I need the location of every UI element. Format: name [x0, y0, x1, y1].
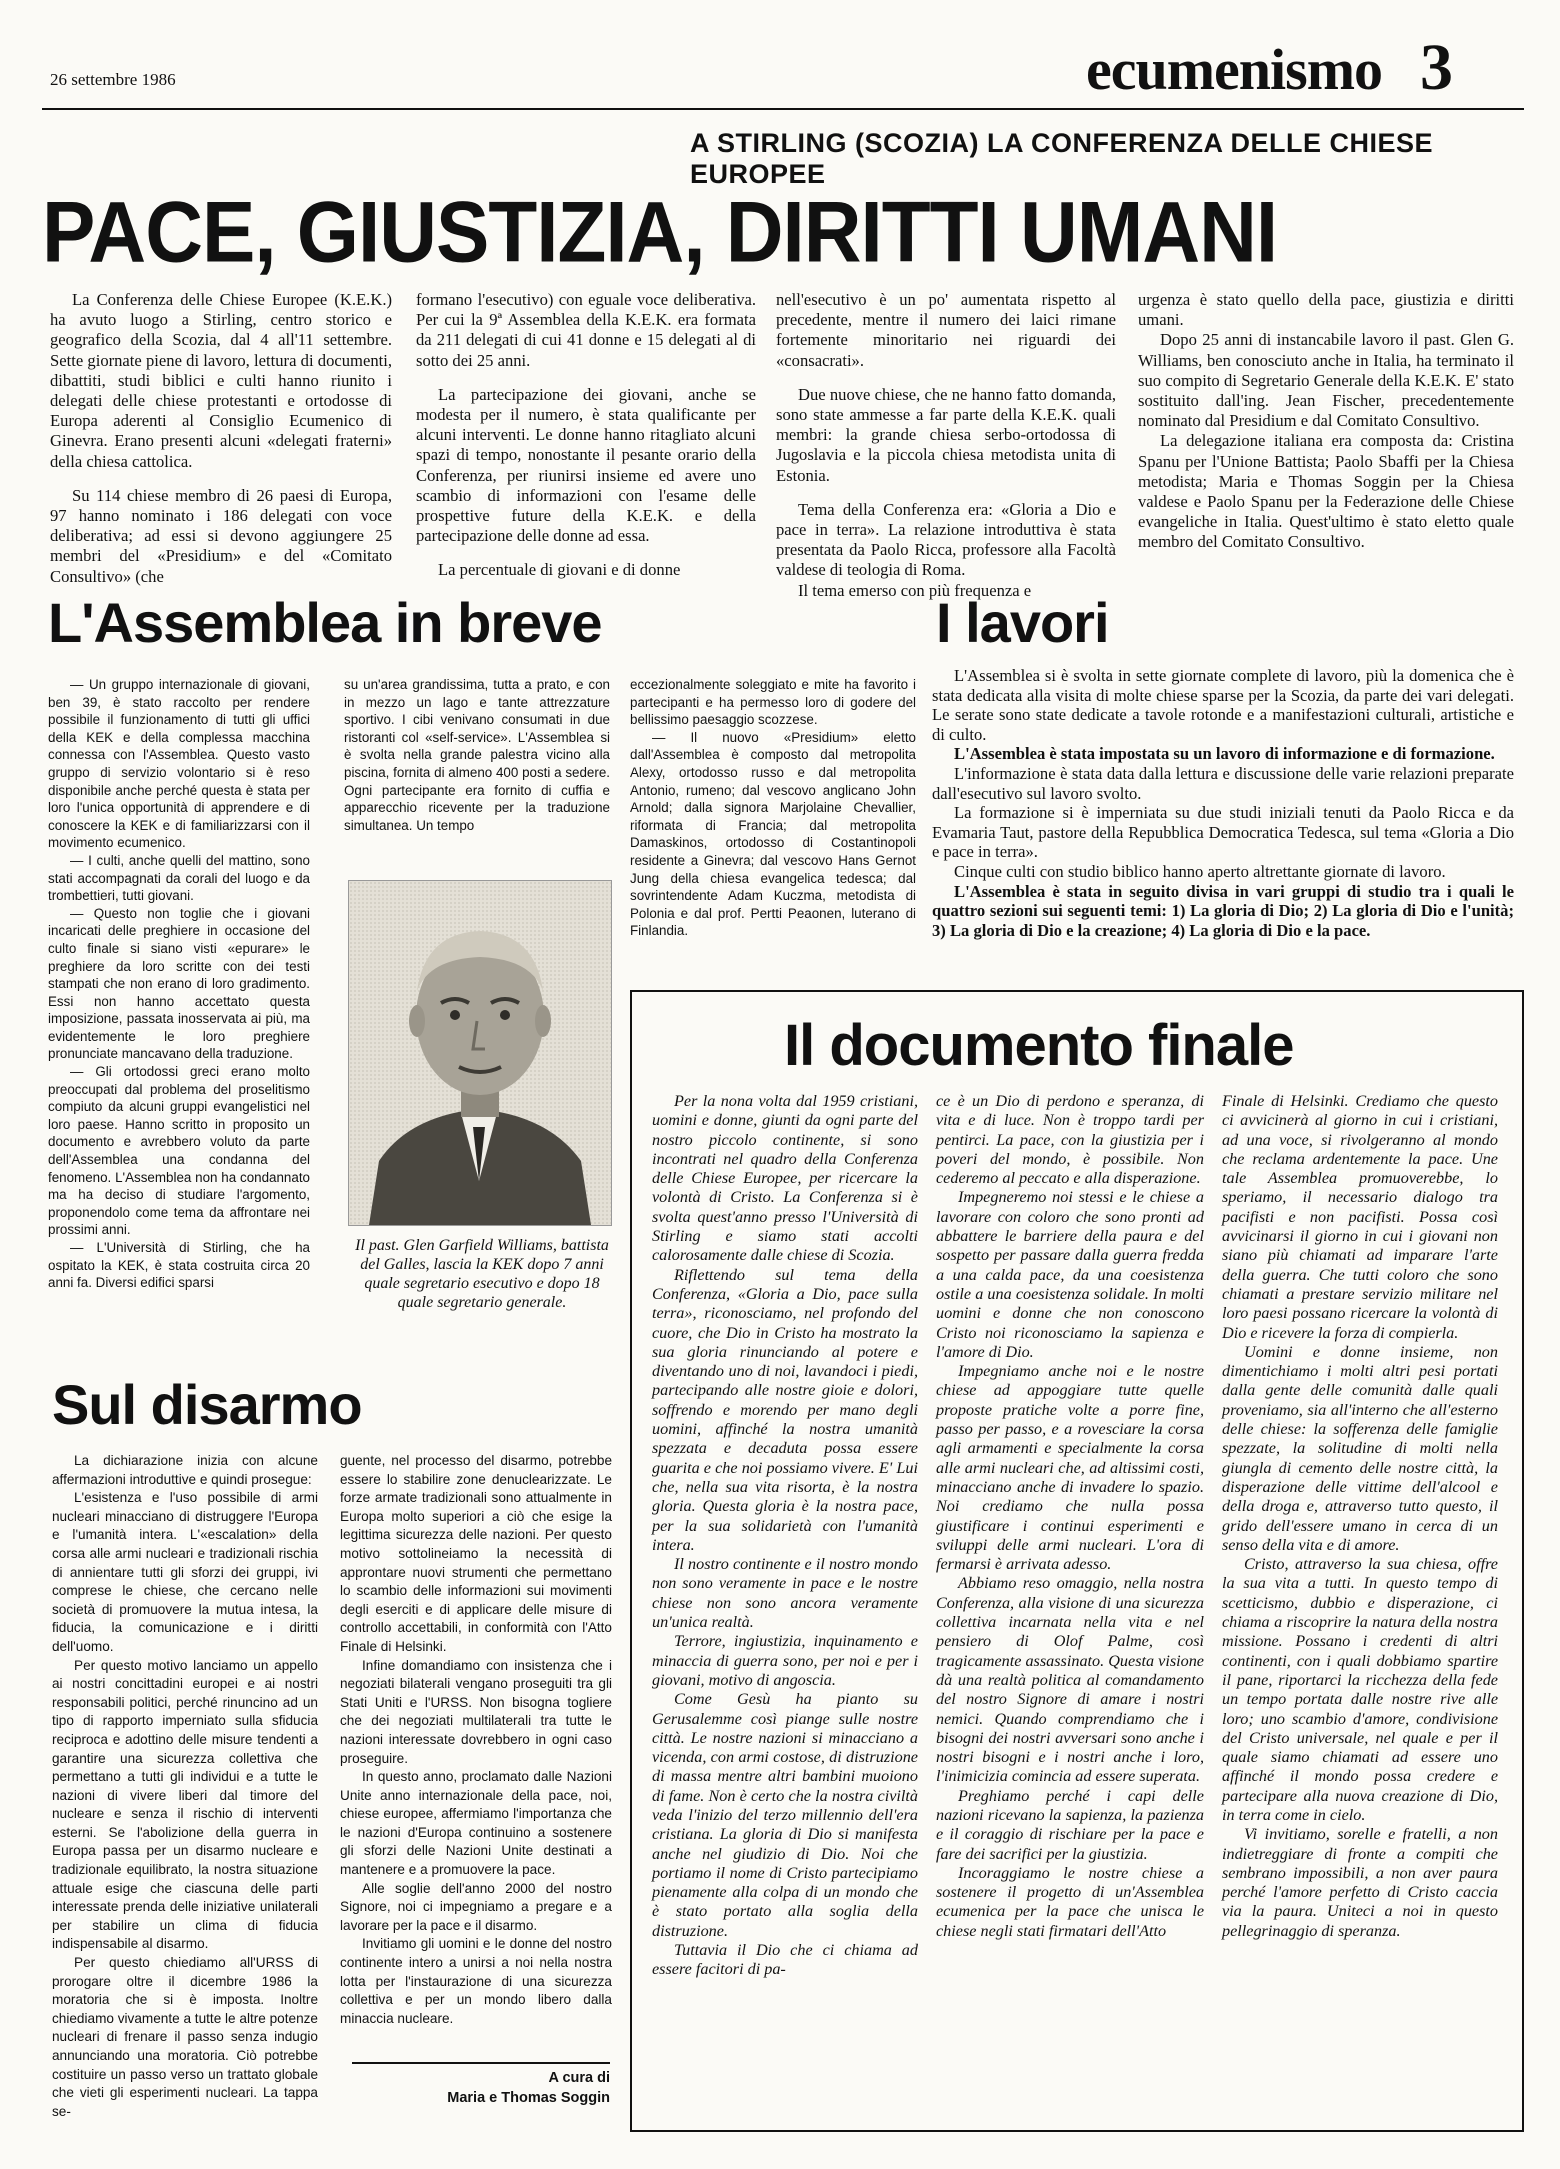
disarmo-title: Sul disarmo	[52, 1373, 362, 1436]
portrait-photo	[348, 880, 612, 1226]
paragraph: Per la nona volta dal 1959 cristiani, uomini e donne, giunti da ogni parte del nostro piccolo continente, si sono incontrati nel quadro della Conferenza delle Chiese Europee, per ricercare la volontà di Cristo. La Conferenza si è svolta quest'anno presso l'Università di Stirling e siamo stati accolti calorosamente dalle chiese di Scozia.	[652, 1092, 918, 1265]
paragraph: Su 114 chiese membro di 26 paesi di Europa, 97 hanno nominato i 186 delegati con voce deliberativa; ad essi si devono aggiungere 25 membri del «Presidium» e del «Comitato Consultivo» (che	[50, 485, 392, 586]
paragraph: eccezionalmente soleggiato e mite ha favorito i partecipanti e ha permesso loro di godere del bellissimo paesaggio scozzese.	[630, 677, 916, 728]
documento-col-2	[936, 1092, 1204, 1941]
paragraph: nell'esecutivo è un po' aumentata rispetto al precedente, mentre il numero dei laici rimane fortemente minoritario nei riguardi dei «consacrati».	[776, 290, 1116, 370]
paragraph: Il nostro continente e il nostro mondo non sono veramente in pace e le nostre chiese non sono ancora veramente un'unica realtà.	[652, 1555, 918, 1632]
paragraph: — Il nuovo «Presidium» eletto dall'Assemblea è composto dal metropolita Alexy, ortodosso russo e dal metropolita Antonio, rumeno; dal vescovo anglicano John Arnold; dalla signora Marjolaine Chevallier, riformata di Francia; dal metropolita Damaskinos, ortodosso di Costantinopoli residente a Ginevra; dal vescovo Hans Gernot Jung della chiesa evangelica tedesca; dal sovrintendente Adam Kuczma, metodista di Polonia e dal prof. Pertti Peaonen, luterano di Finlandia.	[630, 729, 916, 939]
paragraph: — Questo non toglie che i giovani incaricati delle preghiere in occasione del culto finale si siano visti «epurare» le preghiere da loro scritte con dei testi stampati che non erano di loro gradimento. Essi non hanno accettato questa imposizione, passata inosservata ai più, ma evidentemente le loro preghiere pronunciate mancavano della traduzione.	[48, 905, 310, 1062]
paragraph: Preghiamo perché i capi delle nazioni ricevano la sapienza, la pazienza e il coraggio di rischiare per la pace e fare dei sacrifici per la giustizia.	[936, 1786, 1204, 1863]
paragraph: La percentuale di giovani e di donne	[438, 560, 681, 580]
paragraph: Per questo motivo lanciamo un appello ai nostri concittadini europei e ai nostri responsabili politici, perché rinuncino ad un tipo di rapporto imperniato sulla sfiducia reciproca e adottino delle misure tendenti a garantire una sicurezza collettiva che permettano a tutti gli individui e a tutte le nazioni di vivere liberi dal timore del nucleare e senza il rischio di interventi esterni. Se l'abolizione della guerra in Europa passa per un disarmo nucleare e tradizionale equilibrato, la nostra situazione attuale esige che ciascuna delle parti interessate prenda delle iniziative unilaterali per stabilire un clima di fiducia indispensabile al disarmo.	[52, 1657, 318, 1952]
paragraph: Cristo, attraverso la sua chiesa, offre la sua vita a tutti. In questo tempo di scetticismo, dubbio e disperazione, ci chiama a riscoprire la natura della nostra missione. Possano i credenti di altri continenti, con i quali dobbiamo spartire il pane, riportarci la ricchezza della fede un tempo portata dalle nostre rive alle loro; uno scambio d'amore, condivisione del Cristo universale, nel quale e per il quale siamo chiamati ad essere uno affinché il mondo possa credere e partecipare alla nuova creazione di Dio, in terra come in cielo.	[1222, 1555, 1498, 1824]
paragraph: L'Assemblea si è svolta in sette giornate complete di lavoro, più la domenica che è stata dedicata alla visita di molte chiese sparse per la Scozia, da parte dei vari delegati. Le serate sono state dedicate a tavole rotonde e a manifestazioni culturali, artistiche e di culto.	[932, 666, 1514, 744]
assemblea-col-2	[344, 676, 610, 834]
paragraph: formano l'esecutivo) con eguale voce deliberativa. Per cui la 9ª Assemblea della K.E.K. era formata da 211 delegati di cui 41 donne e 15 delegati al di sotto dei 25 anni.	[416, 290, 756, 370]
paragraph: Impegneremo noi stessi e le chiese a lavorare con coloro che sono pronti ad abbattere le barriere della paura e del sospetto per passare dalla guerra fredda a una calda pace, da una coesistenza ostile a una coesistenza solidale. In molti uomini e donne che non conoscono Cristo noi riconosciamo la sapienza e l'amore di Dio.	[936, 1188, 1204, 1361]
paragraph: La formazione si è imperniata su due studi iniziali tenuti da Paolo Ricca e da Evamaria Taut, pastore della Repubblica Democratica Tedesca, sul tema «Gloria a Dio e pace in terra».	[932, 803, 1514, 862]
paragraph: La dichiarazione inizia con alcune affermazioni introduttive e quindi prosegue:	[52, 1453, 318, 1487]
assemblea-title: L'Assemblea in breve	[48, 591, 602, 654]
paragraph: In questo anno, proclamato dalle Nazioni Unite anno internazionale della pace, noi, chiese europee, affermiamo l'importanza che le nazioni d'Europa continuino a sostenere gli sforzi delle Nazioni Unite destinati a mantenere e a promuovere la pace.	[340, 1769, 612, 1878]
assemblea-col-1	[48, 676, 310, 1292]
credit-rule	[352, 2062, 610, 2064]
paragraph: Come Gesù ha pianto su Gerusalemme così piange sulle nostre città. Le nostre nazioni si minacciano a vicenda, con armi costose, di distruzione di massa mentre altri bambini muoiono di fame. Non è certo che la nostra civiltà veda l'inizio del terzo millennio dell'era cristiana. La gloria di Dio si manifesta anche nel giudizio di Dio. Noi che portiamo il nome di Cristo partecipiamo pienamente alla colpa di un mondo che è stato portato alla soglia della distruzione.	[652, 1690, 918, 1940]
paragraph: Impegniamo anche noi e le nostre chiese ad appoggiare tutte quelle proposte pratiche volte a porre fine, passo per passo, e a rovesciare la corsa agli armamenti e specialmente la corsa alle armi nucleari che, ad altissimi costi, minacciano anche di invadere lo spazio. Noi crediamo che nulla possa giustificare i continui esperimenti e sviluppi delle armi nucleari. L'ora di fermarsi è arrivata adesso.	[936, 1362, 1204, 1574]
intro-col-4	[1138, 290, 1514, 553]
documento-col-1	[652, 1092, 918, 1980]
paragraph: La Conferenza delle Chiese Europee (K.E.K.) ha avuto luogo a Stirling, centro storico e geografico della Scozia, dal 4 all'11 settembre. Sette giornate piene di lavoro, lettura di documenti, dibattiti, studi biblici e culti hanno riunito i delegati delle chiese protestanti e ortodosse di Europa aderenti al Consiglio Ecumenico di Ginevra. Erano presenti alcuni «delegati fraterni» della chiesa cattolica.	[50, 290, 392, 471]
paragraph: — L'Università di Stirling, che ha ospitato la KEK, è stata costruita circa 20 anni fa. Diversi edifici sparsi	[48, 1240, 310, 1291]
documento-col-3	[1222, 1092, 1498, 1941]
paragraph: Il tema emerso con più frequenza e	[798, 580, 1032, 600]
portrait-image	[349, 881, 611, 1225]
paragraph: Incoraggiamo le nostre chiese a sostenere il progetto di un'Assemblea ecumenica per la pace che unisca le chiese negli stati firmatari dell'Atto	[936, 1863, 1204, 1940]
paragraph: Infine domandiamo con insistenza che i negoziati bilaterali vengano proseguiti tra gli Stati Uniti e l'URSS. Non bisogna togliere che dei negoziati multilaterali tra tutte le nazioni interessate dovrebbero in ogni caso proseguire.	[340, 1657, 612, 1766]
photo-caption: Il past. Glen Garfield Williams, battista del Galles, lascia la KEK dopo 7 anni quale segretario esecutivo e dopo 18 quale segretario generale.	[355, 1237, 609, 1311]
lavori-body	[932, 666, 1514, 940]
intro-col-3	[776, 290, 1116, 601]
disarmo-col-1	[52, 1452, 318, 2121]
kicker: A STIRLING (SCOZIA) LA CONFERENZA DELLE CHIESE EUROPEE	[690, 128, 1433, 189]
paragraph: Dopo 25 anni di instancabile lavoro il past. Glen G. Williams, ben conosciuto anche in Italia, ha terminato il suo compito di Segretario Generale della K.E.K. E' stato sostituito dall'ing. Jean Fischer, precedentemente nominato dal Presidium e dal Comitato Consultivo.	[1138, 330, 1514, 431]
intro-col-1	[50, 290, 392, 587]
disarmo-col-2	[340, 1452, 612, 2028]
intro-col-2	[416, 290, 756, 581]
paragraph: Abbiamo reso omaggio, nella nostra Conferenza, alla visione di una sicurezza collettiva incarnata nella vita e nel pensiero di Olof Palme, così tragicamente assassinato. Questa visione dà una realtà politica al comandamento del nostro Signore di amare i nostri nemici. Quando comprendiamo che i bisogni dei nostri avversari sono anche i nostri bisogni e i nostri anche i loro, l'inimicizia comincia ad essere superata.	[936, 1574, 1204, 1786]
paragraph: Finale di Helsinki. Crediamo che questo ci avvicinerà al giorno in cui i cristiani, ad una voce, si rivolgeranno al mondo che reclama ardentemente la pace. Une tale Assemblea promuoverebbe, lo speriamo, il necessario dialogo tra pacifisti e non pacifisti. Possa così avvicinarsi il giorno in cui i giovani non siano più chiamati ad imparare l'arte della guerra. Che tutti coloro che sono chiamati a prestare servizio militare nel loro paesi possano ricercare la volontà di Dio e ricevere la forza di compierla.	[1222, 1092, 1498, 1342]
paragraph: Alle soglie dell'anno 2000 del nostro Signore, noi ci impegniamo a pregare e a lavorare per la pace e il disarmo.	[340, 1880, 612, 1933]
paragraph: Tema della Conferenza era: «Gloria a Dio e pace in terra». La relazione introduttiva è stata presentata da Paolo Ricca, professore alla Facoltà valdese di teologia di Roma.	[776, 499, 1116, 580]
assemblea-col-3	[630, 676, 916, 940]
paragraph: urgenza è stato quello della pace, giustizia e diritti umani.	[1138, 290, 1514, 330]
paragraph: La partecipazione dei giovani, anche se modesta per il numero, è stata qualificante per alcuni interventi. Le donne hanno ritagliato alcuni spazi di tempo, nonostante il pesante orario della Conferenza, per riunirsi insieme ed avere uno scambio di informazioni con l'esame delle prospettive future della K.E.K. e della partecipazione delle donne ad essa.	[416, 384, 756, 546]
issue-date: 26 settembre 1986	[50, 70, 176, 89]
paragraph: Uomini e donne insieme, non dimentichiamo i molti altri pesi portati dalla gente delle comunità dalle quali proveniamo, sia all'interno che all'esterno delle chiese: la sofferenza delle famiglie spezzate, la solitudine di molti nella giungla di cemento delle nostre città, la disperazione delle vittime dell'alcool e della droga e, attraverso tutto questo, il grido dell'essere umano in cerca di un senso della vita e di amore.	[1222, 1342, 1498, 1554]
credit-line: A cura di	[548, 2070, 610, 2086]
paragraph: L'Assemblea è stata impostata su un lavoro di informazione e di formazione.	[954, 744, 1495, 764]
paragraph: Terrore, ingiustizia, inquinamento e minaccia di guerra sono, per noi e per i giovani, motivo di angoscia.	[652, 1632, 918, 1689]
paragraph: ce è un Dio di perdono e speranza, di vita e di luce. Non è troppo tardi per pentirci. La pace, con la giustizia per i poveri del mondo, è possibile. Non cederemo al peccato e alla disperazione.	[936, 1092, 1204, 1188]
paragraph: La delegazione italiana era composta da: Cristina Spanu per l'Unione Battista; Paolo Sbaffi per la Chiesa metodista; Maria e Thomas Soggin per la Chiesa valdese e Paolo Spanu per la Federazione delle Chiese evangeliche in Italia. Quest'ultimo è stato eletto quale membro del Comitato Consultivo.	[1138, 431, 1514, 552]
header-rule	[42, 108, 1524, 110]
paragraph: Riflettendo sul tema della Conferenza, «Gloria a Dio, pace sulla terra», riconosciamo, nel profondo del cuore, che Dio in Cristo ha mostrato la sua gloria rinunciando al potere e diventando uno di noi, lavandoci i piedi, partecipando alle nostre gioie e dolori, soffrendo e morendo per mano degli uomini, affinché la nostra umanità spezzata e decaduta possa essere guarita e che noi possiamo vivere. E' Lui che, nella sua vita risorta, è la nostra gloria. Questa gloria è la nostra pace, per la sua solidarietà con l'umanità intera.	[652, 1265, 918, 1554]
paragraph: L'esistenza e l'uso possibile di armi nucleari minacciano di distruggere l'Europa e l'umanità intera. L'«escalation» della corsa alle armi nucleari e tradizionali rischia di annientare tutti gli sforzi dei gruppi, ivi comprese le chiese, che cercano nelle società di promuovere la mutua intesa, la fiducia, la comunicazione e i diritti dell'uomo.	[52, 1490, 318, 1654]
lavori-title: I lavori	[936, 591, 1109, 654]
page-number: 3	[1420, 31, 1453, 104]
paragraph: Invitiamo gli uomini e le donne del nostro continente intero a unirsi a noi nella nostra lotta per l'instaurazione di una sicurezza collettiva e per un mondo libero dalla minaccia nucleare.	[340, 1936, 612, 2026]
paragraph: Per questo chiediamo all'URSS di prorogare oltre il dicembre 1986 la moratoria che si è imposta. Inoltre chiediamo vivamente a tutte le altre potenze nucleari di frenare il passo senza indugio annunciando una moratoria. Ciò potrebbe costituire un passo verso un trattato globale che vieti gli esperimenti nucleari. La tappa se-	[52, 1955, 318, 2119]
paragraph: — Un gruppo internazionale di giovani, ben 39, è stato raccolto per rendere possibile il funzionamento di tutti gli uffici della KEK e della complessa macchina connessa con l'Assemblea. Questo vasto gruppo di servizio volontario si è reso disponibile anche perché questa è stata per loro l'unica opportunità di apprendere e di conoscere la KEK e di familiarizzarsi con il movimento ecumenico.	[48, 677, 310, 851]
paragraph: L'informazione è stata data dalla lettura e discussione delle varie relazioni preparate dall'esecutivo sul lavoro svolto.	[932, 763, 1514, 803]
section-title: ecumenismo	[1086, 37, 1383, 102]
paragraph: L'Assemblea è stata in seguito divisa in vari gruppi di studio tra i quali le quattro sezioni sui seguenti temi: 1) La gloria di Dio; 2) La gloria di Dio e l'unità; 3) La gloria di Dio e la creazione; 4) La gloria di Dio e la pace.	[932, 881, 1514, 940]
paragraph: Due nuove chiese, che ne hanno fatto domanda, sono state ammesse a far parte della K.E.K. quali membri: la grande chiesa serbo-ortodossa di Jugoslavia e la piccola chiesa metodista unita di Estonia.	[776, 384, 1116, 485]
paragraph: — I culti, anche quelli del mattino, sono stati accompagnati da corali del luogo e da trombettieri, tutti giovani.	[48, 852, 310, 904]
paragraph: Cinque culti con studio biblico hanno aperto altrettante giornate di lavoro.	[954, 861, 1446, 881]
paragraph: guente, nel processo del disarmo, potrebbe essere lo stabilire zone denuclearizzate. Le forze armate tradizionali sono attualmente in Europa molto superiori a ciò che esige la legittima sicurezza delle nazioni. Per questo motivo sottolineiamo la necessità di approntare nuovi strumenti che permettano lo scambio delle informazioni sui movimenti degli eserciti e di applicare delle misure di controllo accettabili, in conformità con l'Atto Finale di Helsinki.	[340, 1453, 612, 1654]
paragraph: Vi invitiamo, sorelle e fratelli, a non indietreggiare di fronte a compiti che sembrano impossibili, a non aver paura perché l'amore perfetto di Cristo caccia via la paura. Uniteci a noi in questo pellegrinaggio di speranza.	[1222, 1825, 1498, 1940]
paragraph: Tuttavia il Dio che ci chiama ad essere facitori di pa-	[652, 1941, 918, 1979]
paragraph: — Gli ortodossi greci erano molto preoccupati dal problema del proselitismo compiuto da alcuni gruppi evangelistici nel loro paese. Hanno scritto in proposito un documento e avrebbero voluto da parte dell'Assemblea una condanna del fenomeno. L'Assemblea non ha condannato ma ha deciso di studiare l'argomento, proponendolo come tema da affrontare nei prossimi anni.	[48, 1064, 310, 1238]
documento-title: Il documento finale	[784, 1013, 1294, 1078]
credit-names: Maria e Thomas Soggin	[447, 2090, 610, 2106]
headline: PACE, GIUSTIZIA, DIRITTI UMANI	[42, 183, 1278, 280]
paragraph: su un'area grandissima, tutta a prato, e con in mezzo un lago e tante attrezzature sportivo. I cibi venivano consumati in due ristoranti col «self-service». L'Assemblea si è svolta nella grande palestra vicino alla piscina, fornita di almeno 400 posti a sedere. Ogni partecipante era fornito di cuffia e apparecchio ricevente per la traduzione simultanea. Un tempo	[344, 677, 610, 833]
credit-block	[352, 2068, 610, 2108]
